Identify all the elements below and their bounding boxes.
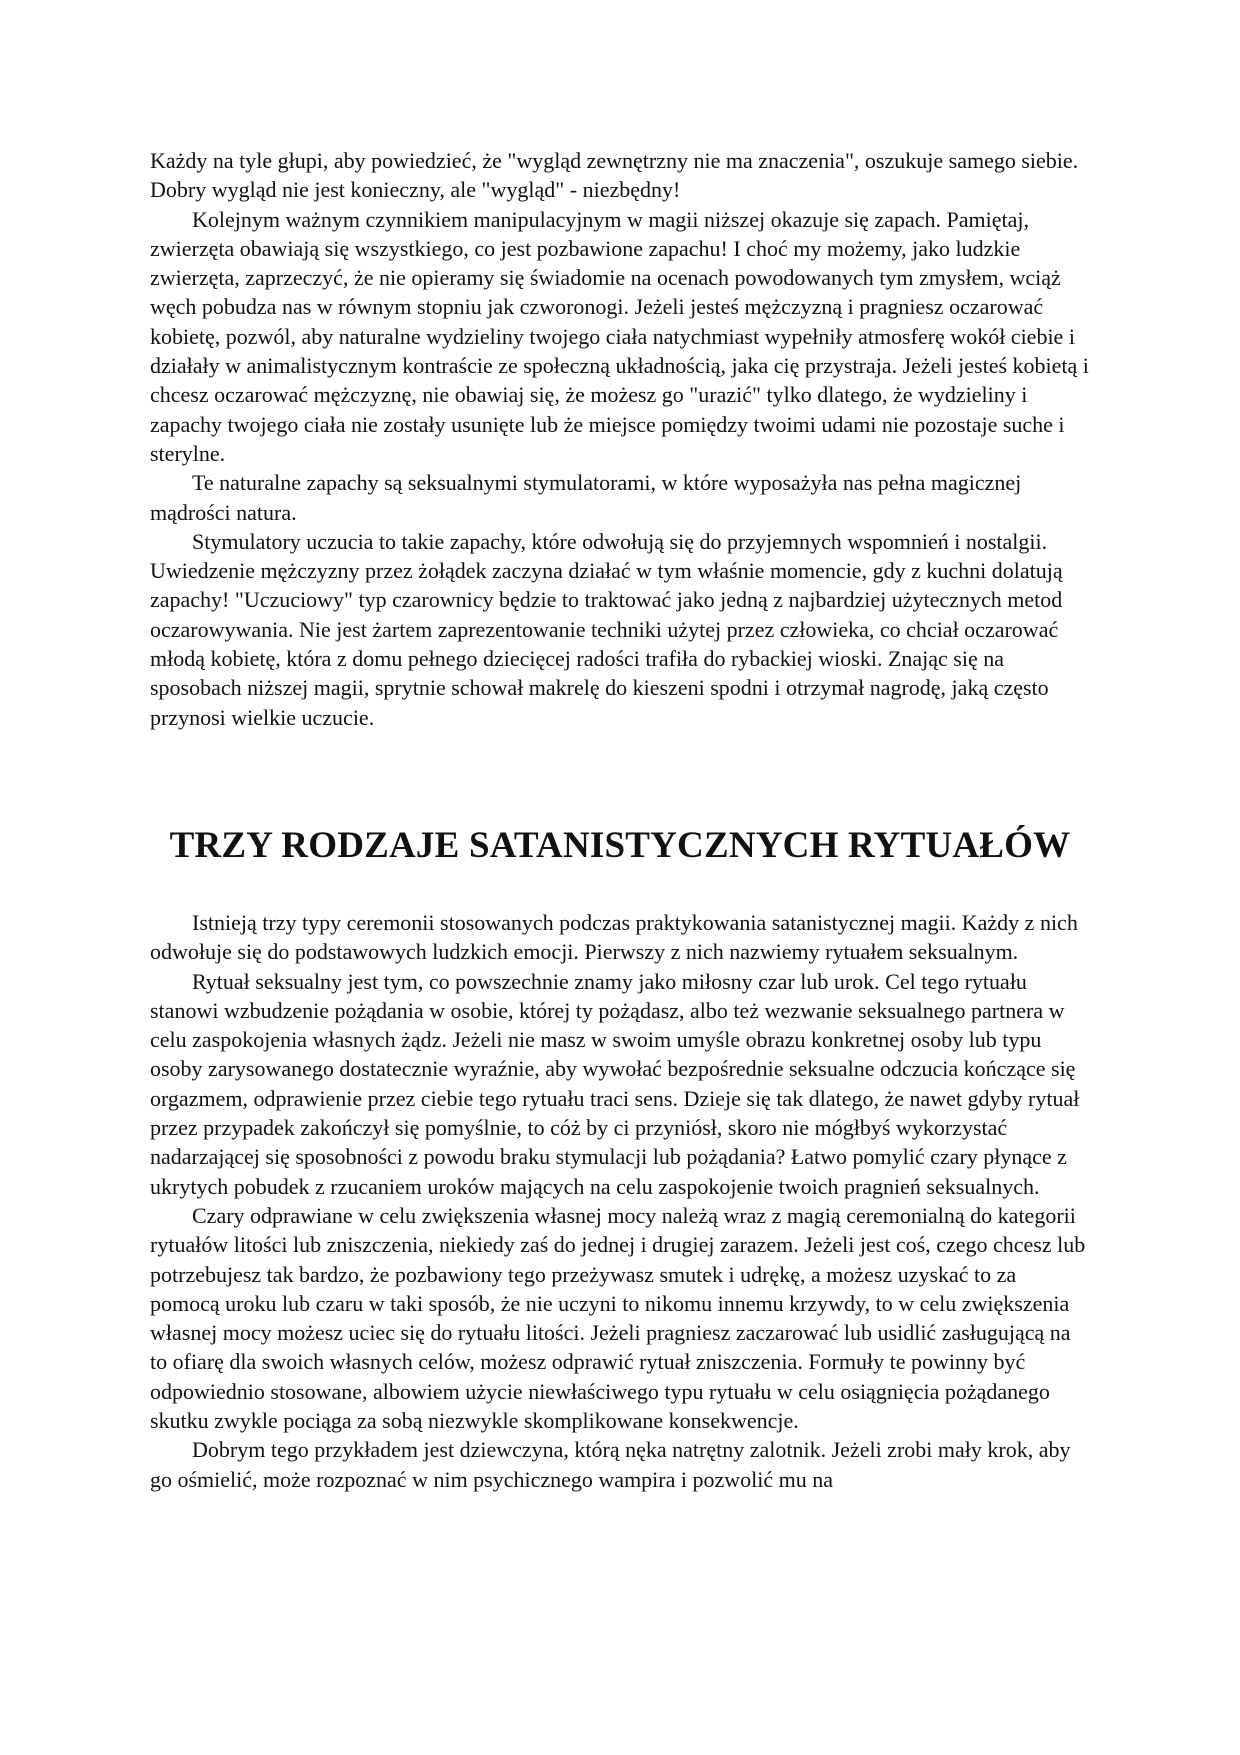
paragraph: Te naturalne zapachy są seksualnymi stymulatorami, w które wyposażyła nas pełna magicznej mądrości natura. <box>150 470 1022 525</box>
paragraph: Każdy na tyle głupi, aby powiedzieć, że "wygląd zewnętrzny nie ma znaczenia", oszukuje samego siebie. Dobry wygląd nie jest konieczny, ale "wygląd" - niezbędny! <box>150 148 1079 203</box>
section-one-text <box>150 146 1090 732</box>
paragraph: Dobrym tego przykładem jest dziewczyna, którą nęka natrętny zalotnik. Jeżeli zrobi mały krok, aby go ośmielić, może rozpoznać w nim psychicznego wampira i pozwolić mu na <box>150 1437 1071 1492</box>
section-heading: TRZY RODZAJE SATANISTYCZNYCH RYTUAŁÓW <box>169 824 1071 866</box>
paragraph: Istnieją trzy typy ceremonii stosowanych podczas praktykowania satanistycznej magii. Każdy z nich odwołuje się do podstawowych ludzkich emocji. Pierwszy z nich nazwiemy rytuałem seksualnym. <box>150 909 1078 965</box>
section-two-text <box>150 908 1090 1494</box>
paragraph: Kolejnym ważnym czynnikiem manipulacyjnym w magii niższej okazuje się zapach. Pamiętaj, zwierzęta obawiają się wszystkiego, co jest pozbawione zapachu! I choć my możemy, jako ludzkie zwierzęta, zaprzeczyć, że nie opieramy się świadomie na ocenach powodowanych tym zmysłem, wciąż węch pobudza nas w równym stopniu jak czworonogi. Jeżeli jesteś mężczyzną i pragniesz oczarować kobietę, pozwól, aby naturalne wydzieliny twojego ciała natychmiast wypełniły atmosferę wokół ciebie i działały w animalistycznym kontraście ze społeczną układnością, jaka cię przystraja. Jeżeli jesteś kobietą i chcesz oczarować mężczyznę, nie obawiaj się, że możesz go "urazić" tylko dlatego, że wydzieliny i zapachy twojego ciała nie zostały usunięte lub że miejsce pomiędzy twoimi udami nie pozostaje suche i sterylne. <box>150 206 1089 466</box>
paragraph: Stymulatory uczucia to takie zapachy, które odwołują się do przyjemnych wspomnień i nostalgii. Uwiedzenie mężczyzny przez żołądek zaczyna działać w tym właśnie momencie, gdy z kuchni dolatują zapachy! "Uczuciowy" typ czarownicy będzie to traktować jako jedną z najbardziej użytecznych metod oczarowywania. Nie jest żartem zaprezentowanie techniki użytej przez człowieka, co chciał oczarować młodą kobietę, która z domu pełnego dziecięcej radości trafiła do rybackiej wioski. Znając się na sposobach niższej magii, sprytnie schował makrelę do kieszeni spodni i otrzymał nagrodę, jaką często przynosi wielkie uczucie. <box>150 528 1063 730</box>
paragraph: Czary odprawiane w celu zwiększenia własnej mocy należą wraz z magią ceremonialną do kategorii rytuałów litości lub zniszczenia, niekiedy zaś do jednej i drugiej zarazem. Jeżeli jest coś, czego chcesz lub potrzebujesz tak bardzo, że pozbawiony tego przeżywasz smutek i udrękę, a możesz uzyskać to za pomocą uroku lub czaru w taki sposób, że nie uczyni to nikomu innemu krzywdy, to w celu zwiększenia własnej mocy możesz uciec się do rytuału litości. Jeżeli pragniesz zaczarować lub usidlić zasługującą na to ofiarę dla swoich własnych celów, możesz odprawić rytuał zniszczenia. Formuły te powinny być odpowiednio stosowane, albowiem użycie niewłaściwego typu rytuału w celu osiągnięcia pożądanego skutku zwykle pociąga za sobą niezwykle skomplikowane konsekwencje. <box>150 1202 1086 1433</box>
paragraph: Rytuał seksualny jest tym, co powszechnie znamy jako miłosny czar lub urok. Cel tego rytuału stanowi wzbudzenie pożądania w osobie, której ty pożądasz, albo też wezwanie seksualnego partnera w celu zaspokojenia własnych żądz. Jeżeli nie masz w swoim umyśle obrazu konkretnej osoby lub typu osoby zarysowanego dostatecznie wyraźnie, aby wywołać bezpośrednie seksualne odczucia kończące się orgazmem, odprawienie przez ciebie tego rytuału traci sens. Dzieje się tak dlatego, że nawet gdyby rytuał przez przypadek zakończył się pomyślnie, to cóż by ci przyniósł, skoro nie mógłbyś wykorzystać nadarzającej się sposobności z powodu braku stymulacji lub pożądania? Łatwo pomylić czary płynące z ukrytych pobudek z rzucaniem uroków mających na celu zaspokojenie twoich pragnień seksualnych. <box>150 968 1080 1199</box>
document-page <box>150 146 1090 1494</box>
